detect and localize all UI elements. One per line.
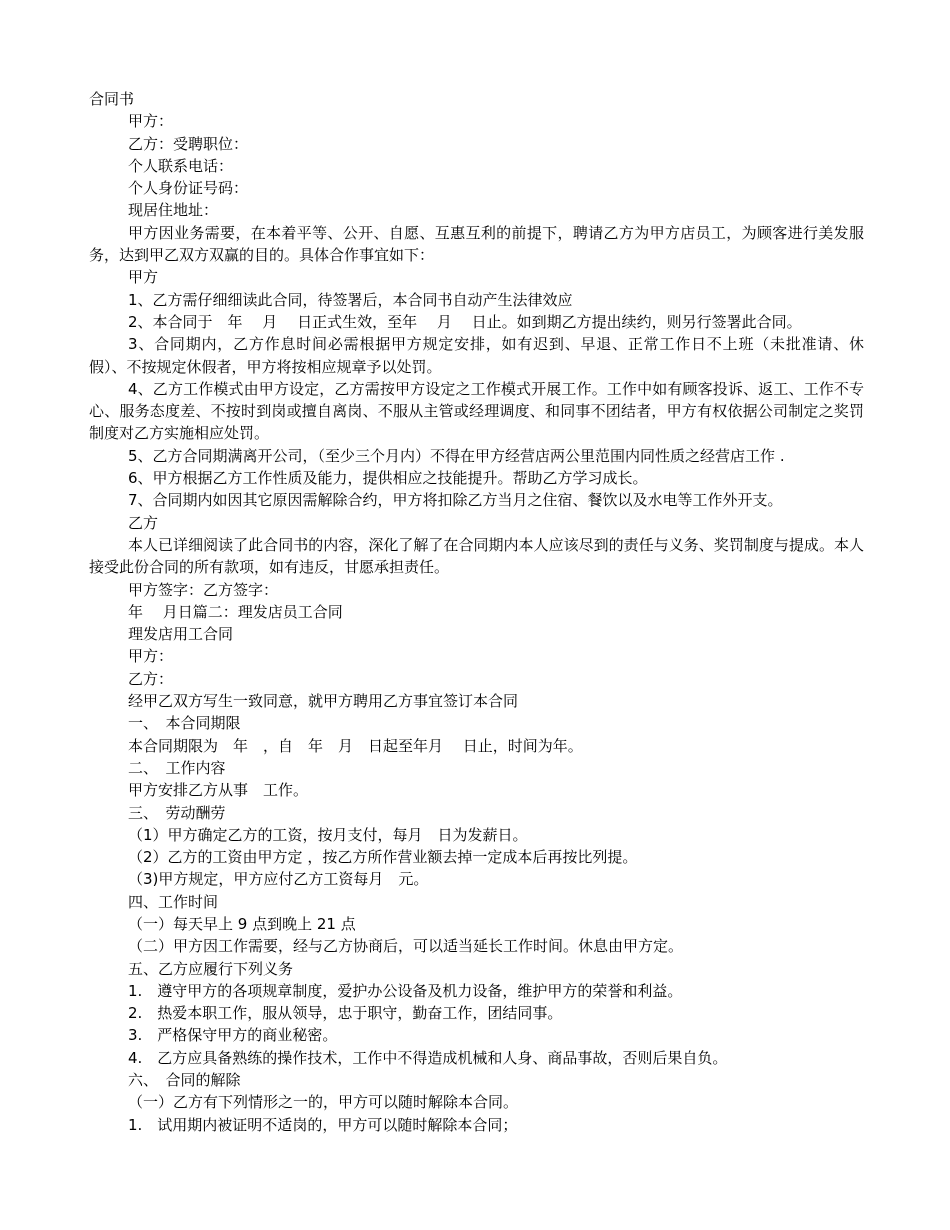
section-3-item-2: （2）乙方的工资由甲方定 ，按乙方所作营业额去掉一定成本后再按比列提。 (128, 848, 638, 867)
clause-2: 2、本合同于 年 月 日正式生效，至年 月 日止。如到期乙方提出续约，则另行签署此合同。 (128, 312, 802, 331)
clause-7: 7、合同期内如因其它原因需解除合约，甲方将扣除乙方当月之住宿、餐饮以及水电等工作外开支。 (128, 491, 783, 510)
section-5-item-4: 4. 乙方应具备熟练的操作技术，工作中不得造成机械和人身、商品事故，否则后果自负。 (128, 1048, 728, 1067)
document-body (89, 88, 864, 1136)
clause-1: 1、乙方需仔细细读此合同，待签署后，本合同书自动产生法律效应 (128, 290, 573, 309)
section-2-title: 二、 工作内容 (128, 758, 226, 777)
section-4-title: 四、工作时间 (128, 892, 219, 911)
section-3-title: 三、 劳动酬劳 (128, 803, 226, 822)
clause-4: 4、乙方工作模式由甲方设定，乙方需按甲方设定之工作模式开展工作。工作中如有顾客投诉、返工、工作不专心、服务态度差、不按时到岗或擅自离岗、不服从主管或经理调度、和同事不团结者，甲方有权依据公司制定之奖罚制度对乙方实施相应处罚。 (89, 379, 864, 443)
section-2-text: 甲方安排乙方从事 工作。 (128, 781, 309, 800)
signature-line: 甲方签字：乙方签字： (128, 580, 279, 599)
party-a-heading: 甲方 (128, 268, 159, 287)
section-4-item-2: （二）甲方因工作需要，经与乙方协商后，可以适当延长工作时间。休息由甲方定。 (128, 937, 684, 956)
section-6-item-1: （一）乙方有下列情形之一的，甲方可以随时解除本合同。 (128, 1093, 519, 1112)
second-party-a-line: 甲方： (128, 647, 174, 666)
party-b-heading: 乙方 (128, 513, 159, 532)
section-4-item-1: （一）每天早上 9 点到晚上 21 点 (128, 914, 356, 933)
party-a-line: 甲方： (128, 112, 174, 131)
section-5-item-2: 2. 热爱本职工作，服从领导，忠于职守，勤奋工作，团结同事。 (128, 1004, 563, 1023)
intro-paragraph: 甲方因业务需要，在本着平等、公开、自愿、互惠互利的前提下，聘请乙方为甲方店员工，为顾客进行美发服务，达到甲乙双方双赢的目的。具体合作事宜如下： (89, 223, 864, 265)
section-3-item-1: （1）甲方确定乙方的工资，按月支付，每月 日为发薪日。 (128, 825, 528, 844)
address-line: 现居住地址： (128, 201, 219, 220)
section-5-item-3: 3. 严格保守甲方的商业秘密。 (128, 1026, 338, 1045)
clause-3: 3、合同期内，乙方作息时间必需根据甲方规定安排，如有迟到、早退、正常工作日不上班（未批准请、休假）、不按规定休假者，甲方将按相应规章予以处罚。 (89, 335, 864, 376)
clause-5: 5、乙方合同期满离开公司，（至少三个月内）不得在甲方经营店两公里范围内同性质之经营店工作 . (128, 446, 785, 465)
party-b-position-line: 乙方：受聘职位： (128, 134, 249, 153)
section-5-title: 五、乙方应履行下列义务 (128, 959, 294, 978)
id-number-line: 个人身份证号码： (128, 179, 249, 198)
section-1-title: 一、 本合同期限 (128, 714, 241, 733)
declaration-paragraph: 本人已详细阅读了此合同书的内容，深化了解了在合同期内本人应该尽到的责任与义务、奖罚制度与提成。本人接受此份合同的所有款项，如有违反，甘愿承担责任。 (89, 535, 864, 577)
agreement-line: 经甲乙双方写生一致同意，就甲方聘用乙方事宜签订本合同 (128, 692, 519, 711)
section-3-item-3: （3)甲方规定，甲方应付乙方工资每月 元。 (128, 870, 429, 889)
second-contract-title: 理发店用工合同 (128, 625, 234, 644)
phone-line: 个人联系电话： (128, 156, 234, 175)
date-line: 年 月日篇二：理发店员工合同 (128, 602, 343, 621)
section-6-subitem-1: 1. 试用期内被证明不适岗的，甲方可以随时解除本合同； (128, 1115, 518, 1134)
section-6-title: 六、 合同的解除 (128, 1071, 241, 1090)
section-5-item-1: 1. 遵守甲方的各项规章制度，爱护办公设备及机力设备，维护甲方的荣誉和利益。 (128, 981, 683, 1000)
document-title: 合同书 (89, 90, 135, 108)
clause-6: 6、甲方根据乙方工作性质及能力，提供相应之技能提升。帮助乙方学习成长。 (128, 469, 648, 488)
section-1-text: 本合同期限为 年 ，自 年 月 日起至年月 日止，时间为年。 (128, 736, 583, 755)
second-party-b-line: 乙方： (128, 669, 174, 688)
